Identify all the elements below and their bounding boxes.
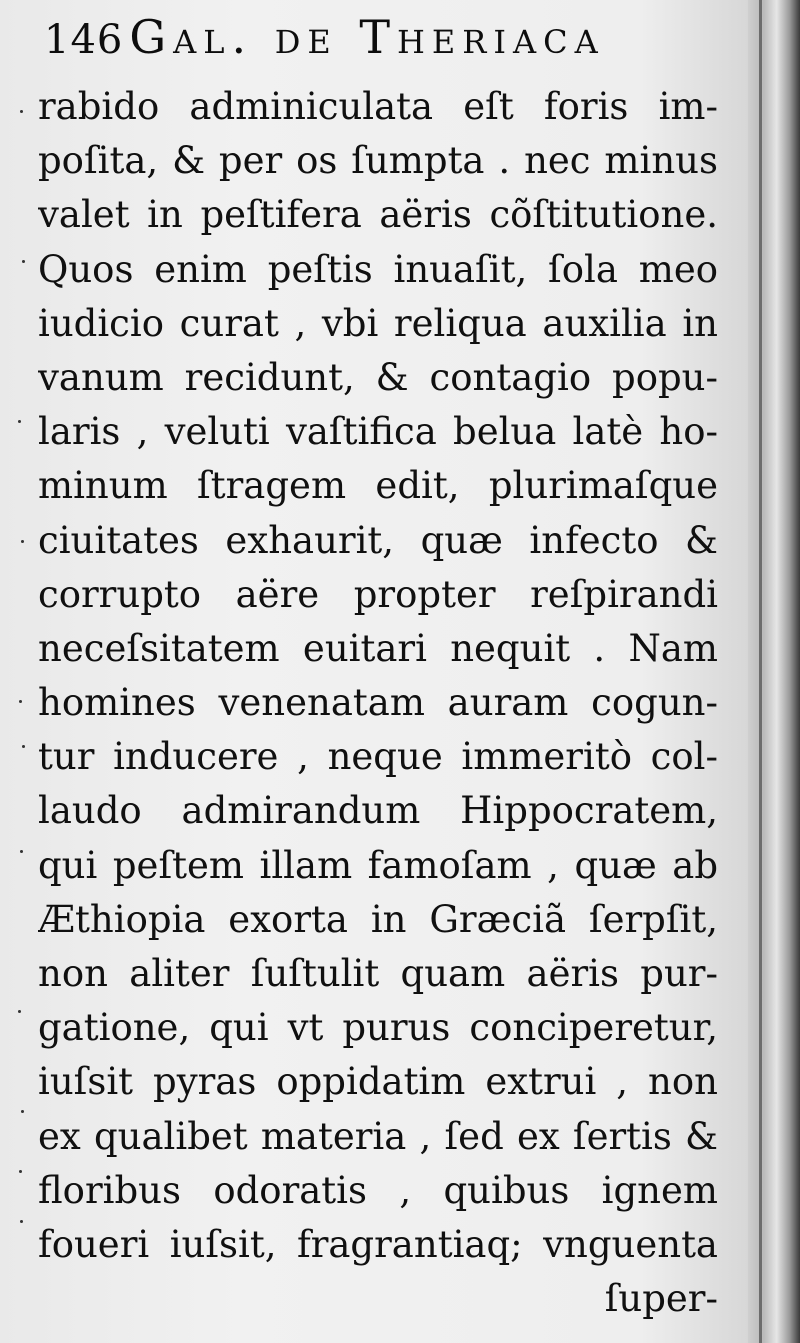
- text-line: Æthiopia exorta in Græciã ſerpſit,: [38, 897, 718, 941]
- text-line: foueri iuſsit, fragrantiaq; vnguenta: [38, 1222, 718, 1266]
- page-number: 146: [44, 17, 124, 63]
- running-title: Gal. de Theriaca: [129, 10, 605, 64]
- text-line: ciuitates exhaurit, quæ infecto &: [38, 518, 718, 562]
- text-line: gatione, qui vt purus conciperetur,: [38, 1006, 718, 1050]
- text-line: tur inducere , neque immeritò col-: [38, 735, 718, 779]
- text-line: non aliter ſuſtulit quam aëris pur-: [38, 952, 718, 995]
- text-line: neceſsitatem euitari nequit . Nam: [38, 626, 718, 670]
- text-line: homines venenatam auram cogun-: [38, 681, 718, 725]
- text-line: laris , veluti vaſtifica belua latè ho-: [38, 410, 718, 454]
- text-line: qui peſtem illam famoſam , quæ ab: [38, 843, 718, 887]
- text-line: laudo admirandum Hippocratem,: [38, 789, 718, 833]
- text-line: poſita, & per os ſumpta . nec minus: [38, 139, 718, 183]
- page-header: [44, 10, 724, 68]
- catchword: ſuper-: [604, 1277, 718, 1321]
- text-line: vanum recidunt, & contagio popu-: [38, 355, 718, 399]
- text-line: ex qualibet materia , ſed ex ſertis &: [38, 1114, 718, 1158]
- text-line: valet in peſtifera aëris cõſtitutione.: [38, 193, 718, 237]
- text-line: floribus odoratis , quibus ignem: [38, 1168, 718, 1212]
- text-line: iudicio curat , vbi reliqua auxilia in: [38, 301, 718, 345]
- gutter-shadow: [759, 0, 762, 1343]
- body-text: [38, 80, 718, 1326]
- text-line: minum ſtragem edit, plurimaſque: [38, 464, 718, 508]
- text-line: corrupto aëre propter reſpirandi: [38, 572, 718, 616]
- text-line: Quos enim peſtis inuaſit, ſola meo: [38, 247, 718, 291]
- text-line: iuſsit pyras oppidatim extrui , non: [38, 1060, 718, 1104]
- text-line: rabido adminiculata eſt foris im-: [38, 85, 718, 128]
- left-margin: [16, 80, 34, 1340]
- page-gutter: [748, 0, 800, 1343]
